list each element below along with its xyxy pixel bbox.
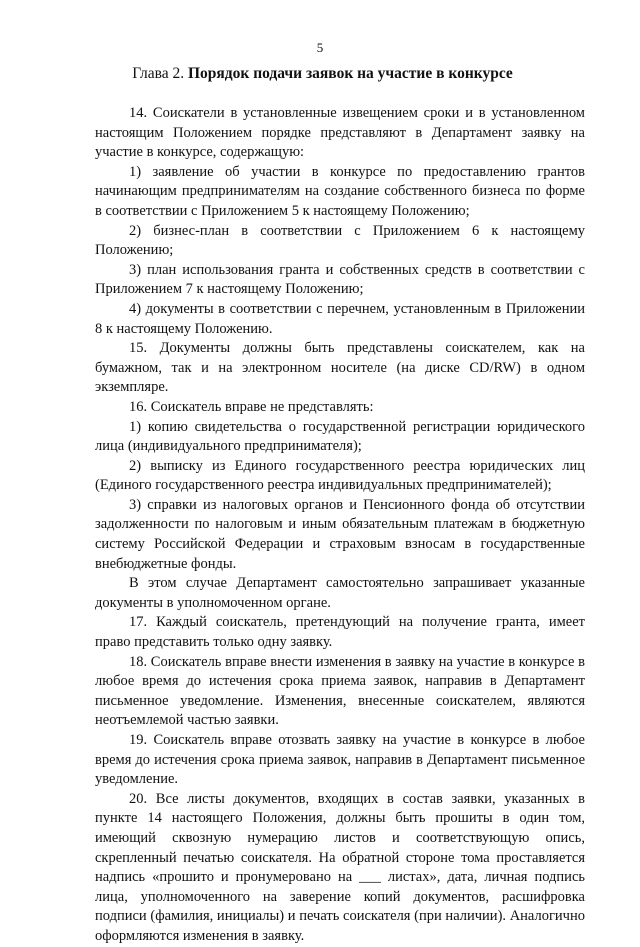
paragraph-16-item-3: 3) справки из налоговых органов и Пенсионного фонда об отсутствии задолженности по налоговым и иным обязательным платежам в бюджетную систему Российской Федерации и страховым взносам в государственные внебюджетные фонды. bbox=[95, 496, 585, 572]
chapter-heading bbox=[95, 64, 550, 84]
paragraph-20: 20. Все листы документов, входящих в состав заявки, указанных в пункте 14 настоящего Положения, должны быть прошиты в один том, имеющий сквозную нумерацию листов и соответствующую опись, скрепленный печатью соискателя. На обратной стороне тома проставляется надпись «прошито и пронумеровано на ___ листах», дата, личная подпись лица, уполномоченного на заверение копий документов, расшифровка подписи (фамилия, инициалы) и печать соискателя (при наличии). Аналогично оформляются изменения в заявку. bbox=[95, 790, 585, 944]
paragraph-14: 14. Соискатели в установленные извещением сроки и в установленном настоящим Положением порядке представляют в Департамент заявку на участие в конкурсе, содержащую: bbox=[95, 105, 585, 161]
page-number: 5 bbox=[316, 40, 324, 55]
paragraph-19: 19. Соискатель вправе отозвать заявку на участие в конкурсе в любое время до истечения срока приема заявок, направив в Департамент письменное уведомление. bbox=[95, 732, 585, 788]
paragraph-17: 17. Каждый соискатель, претендующий на получение гранта, имеет право представить только одну заявку. bbox=[95, 614, 585, 651]
paragraph-16-note: В этом случае Департамент самостоятельно запрашивает указанные документы в уполномоченном органе. bbox=[95, 575, 585, 611]
paragraph-14-item-3: 3) план использования гранта и собственных средств в соответствии с Приложением 7 к настоящему Положению; bbox=[95, 261, 585, 298]
paragraph-18: 18. Соискатель вправе внести изменения в заявку на участие в конкурсе в любое время до истечения срока приема заявок, направив в Департамент письменное уведомление. Изменения, внесенные соискателем, являются неотъемлемой частью заявки. bbox=[95, 653, 585, 729]
chapter-prefix: Глава 2. bbox=[132, 65, 188, 82]
paragraph-16-item-2: 2) выписку из Единого государственного реестра юридических лиц (Единого государственного реестра индивидуальных предпринимателей); bbox=[95, 457, 585, 494]
paragraph-16: 16. Соискатель вправе не представлять: bbox=[129, 398, 374, 415]
document-body bbox=[95, 104, 585, 947]
paragraph-14-item-4: 4) документы в соответствии с перечнем, установленным в Приложении 8 к настоящему Положению. bbox=[95, 300, 585, 337]
paragraph-15: 15. Документы должны быть представлены соискателем, как на бумажном, так и на электронном носителе (на диске CD/RW) в одном экземпляре. bbox=[95, 340, 585, 396]
paragraph-14-item-2: 2) бизнес-план в соответствии с Приложением 6 к настоящему Положению; bbox=[95, 222, 585, 259]
chapter-title: Порядок подачи заявок на участие в конкурсе bbox=[187, 65, 513, 82]
paragraph-16-item-1: 1) копию свидетельства о государственной регистрации юридического лица (индивидуального предпринимателя); bbox=[95, 418, 585, 455]
paragraph-14-item-1: 1) заявление об участии в конкурсе по предоставлению грантов начинающим предпринимателям на создание собственного бизнеса по форме в соответствии с Приложением 5 к настоящему Положению; bbox=[95, 163, 585, 219]
